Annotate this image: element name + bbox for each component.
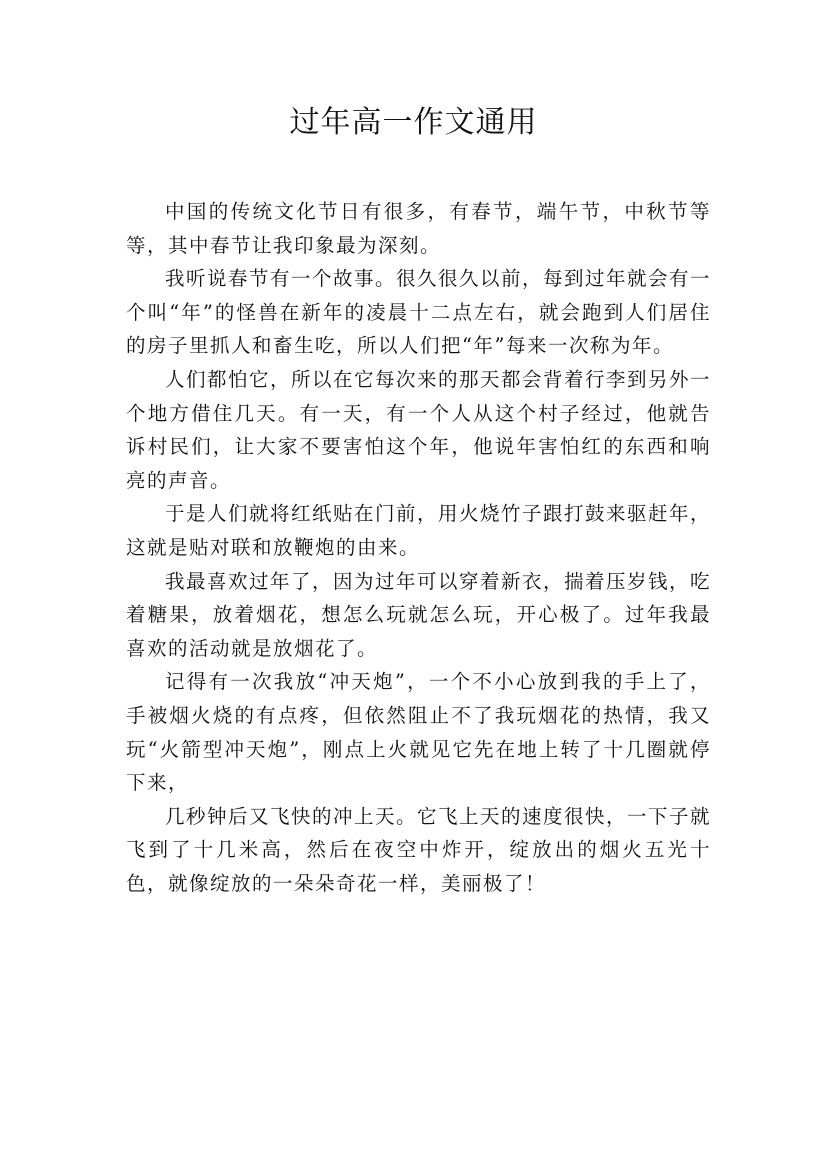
paragraph: 记得有一次我放“冲天炮”，一个不小心放到我的手上了，手被烟火烧的有点疼，但依然阻止不了我玩烟花的热情，我又玩“火箭型冲天炮”，刚点上火就见它先在地上转了十几圈就停下来， xyxy=(126,670,711,795)
document-title: 过年高一作文通用 xyxy=(289,105,538,140)
paragraph: 中国的传统文化节日有很多，有春节，端午节，中秋节等等，其中春节让我印象最为深刻。 xyxy=(126,200,711,257)
paragraph: 我最喜欢过年了，因为过年可以穿着新衣，揣着压岁钱，吃着糖果，放着烟花，想怎么玩就怎么玩，开心极了。过年我最喜欢的活动就是放烟花了。 xyxy=(126,569,712,660)
document-body xyxy=(126,195,711,900)
paragraph: 人们都怕它，所以在它每次来的那天都会背着行李到另外一个地方借住几天。有一天，有一个人从这个村子经过，他就告诉村民们，让大家不要害怕这个年，他说年害怕红的东西和响亮的声音。 xyxy=(126,367,712,492)
paragraph: 我听说春节有一个故事。很久很久以前，每到过年就会有一个叫“年”的怪兽在新年的凌晨十二点左右，就会跑到人们居住的房子里抓人和畜生吃，所以人们把“年”每来一次称为年。 xyxy=(126,267,712,358)
paragraph: 几秒钟后又飞快的冲上天。它飞上天的速度很快，一下子就飞到了十几米高，然后在夜空中炸开，绽放出的烟火五光十色，就像绽放的一朵朵奇花一样，美丽极了！ xyxy=(126,804,712,895)
paragraph: 于是人们就将红纸贴在门前，用火烧竹子跟打鼓来驱赶年，这就是贴对联和放鞭炮的由来。 xyxy=(126,502,712,559)
